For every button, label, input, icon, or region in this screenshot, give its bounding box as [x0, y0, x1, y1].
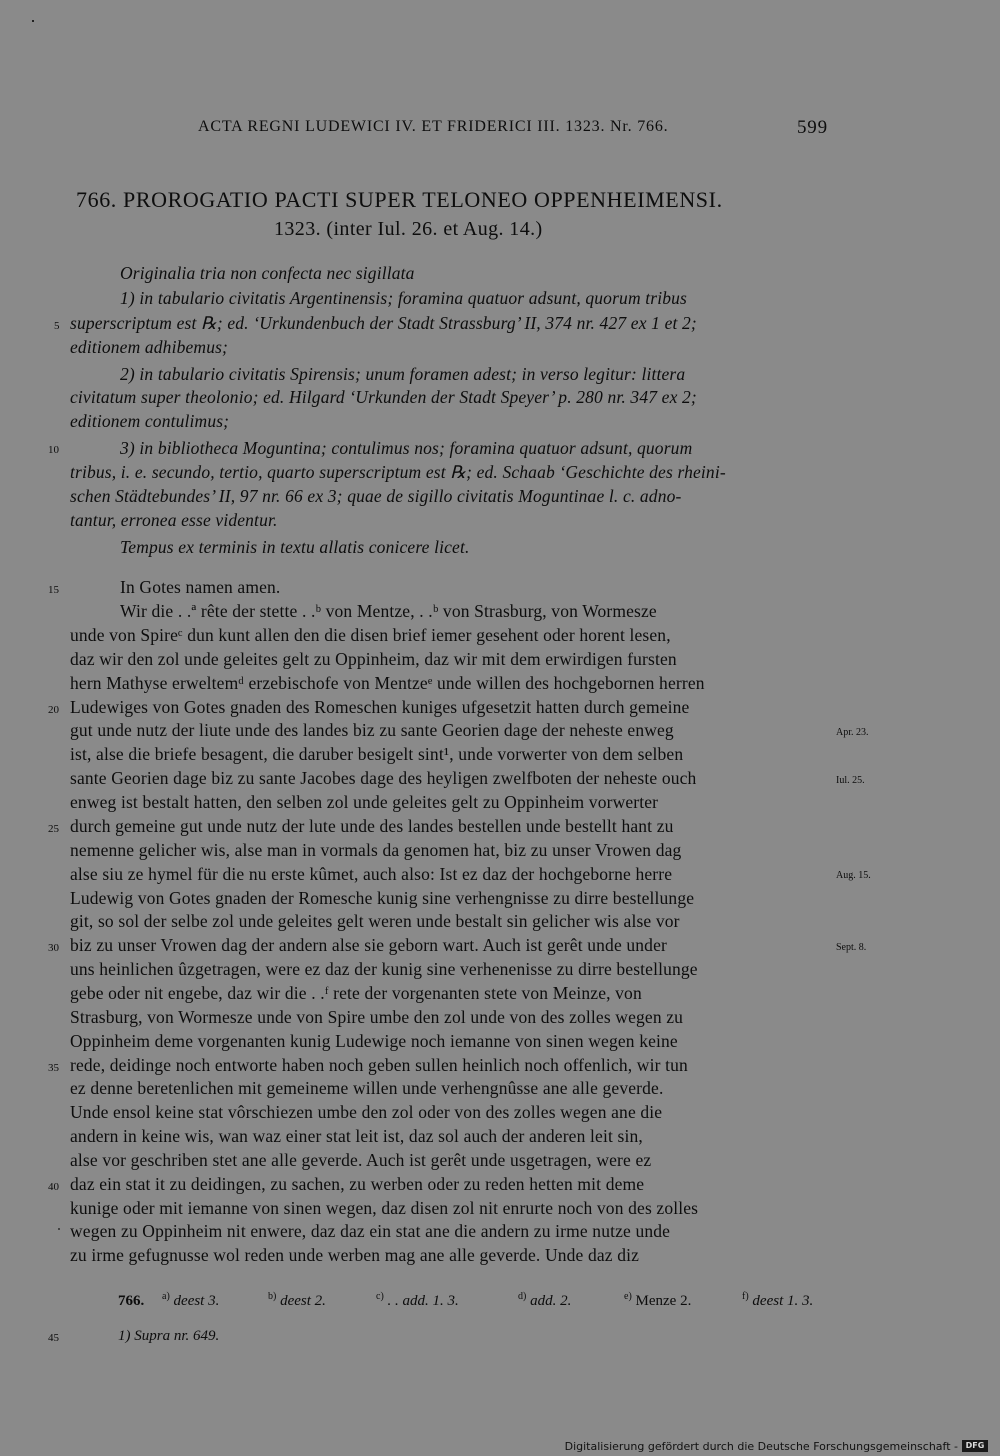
text-line: git, so sol der selbe zol unde geleites gelt weren unde bestalt sin gelicher wis alse vor	[70, 911, 680, 931]
intro-line: tribus, i. e. secundo, tertio, quarto superscriptum est ℞; ed. Schaab ‘Geschichte des rheini-	[70, 462, 726, 482]
document-title: 766. PROROGATIO PACTI SUPER TELONEO OPPENHEIMENSI.	[76, 187, 723, 212]
footnote-item: $^{a)}$ deest 3.	[162, 1291, 220, 1309]
text-line: andern in keine wis, wan waz einer stat leit ist, daz sol auch der anderen leit sin,	[70, 1126, 643, 1146]
line-number: 10	[48, 444, 59, 456]
text-line: In Gotes namen amen.	[120, 577, 281, 597]
text-line: kunige oder mit iemanne von sinen wegen, daz disen zol nit enrurte noch von des zolles	[70, 1198, 699, 1218]
text-line: Strasburg, von Wormesze unde von Spire umbe den zol unde von des zolles wegen zu	[70, 1007, 684, 1027]
text-line: Ludewig von Gotes gnaden der Romesche kunig sine verhengnisse zu dirre bestellunge	[70, 888, 695, 908]
line-number: 5	[54, 320, 60, 332]
page-number: 599	[797, 117, 828, 138]
text-line: sante Georien dage biz zu sante Jacobes dage des heyligen zwelfboten der neheste ouch	[70, 768, 697, 788]
text-line: alse siu ze hymel für die nu erste kûmet, auch also: Ist ez daz der hochgeborne herre	[70, 864, 673, 884]
text-line: daz wir den zol unde geleites gelt zu Oppinheim, daz wir mit dem erwirdigen fursten	[70, 649, 677, 669]
text-line: daz ein stat it zu deidingen, zu sachen, zu werben oder zu reden hetten mit deme	[70, 1174, 645, 1194]
text-line: gut unde nutz der liute unde des landes biz zu sante Georien dage der neheste enweg	[70, 720, 674, 740]
intro-line: Tempus ex terminis in textu allatis conicere licet.	[120, 537, 470, 557]
margin-date-note: Aug. 15.	[836, 870, 871, 881]
scan-speck	[32, 20, 34, 22]
margin-date-note: Iul. 25.	[836, 775, 865, 786]
intro-line: 3) in bibliotheca Moguntina; contulimus nos; foramina quatuor adsunt, quorum	[120, 438, 693, 458]
text-line: alse vor geschriben stet ane alle geverde. Auch ist gerêt unde usgetragen, were ez	[70, 1150, 652, 1170]
text-line: Oppinheim deme vorgenanten kunig Ludewige noch iemanne von sinen wegen keine	[70, 1031, 678, 1051]
text-line: hern Mathyse erweltemᵈ erzebischofe von Mentzeᵉ unde willen des hochgebornen herren	[70, 673, 705, 693]
intro-line: superscriptum est ℞; ed. ‘Urkundenbuch der Stadt Strassburg’ II, 374 nr. 427 ex 1 et 2;	[70, 313, 697, 333]
intro-line: editionem adhibemus;	[70, 337, 229, 357]
footnote-numbered: 1) Supra nr. 649.	[118, 1328, 220, 1344]
intro-line: 2) in tabulario civitatis Spirensis; unum foramen adest; in verso legitur: littera	[120, 364, 686, 384]
line-number: 25	[48, 823, 59, 835]
document-date: 1323. (inter Iul. 26. et Aug. 14.)	[274, 218, 543, 240]
intro-line: editionem contulimus;	[70, 411, 230, 431]
digitization-credit: Digitalisierung gefördert durch die Deutsche Forschungsgemeinschaft -	[564, 1440, 958, 1453]
line-number: 15	[48, 584, 59, 596]
text-line: uns heinlichen ûzgetragen, were ez daz der kunig sine verhenenisse zu dirre bestellunge	[70, 959, 698, 979]
intro-line: civitatum super theolonio; ed. Hilgard ‘Urkunden der Stadt Speyer’ p. 280 nr. 347 ex 2;	[70, 387, 697, 407]
text-line: Unde ensol keine stat vôrschiezen umbe den zol oder von des zolles wegen ane die	[70, 1102, 663, 1122]
intro-line: schen Städtebundes’ II, 97 nr. 66 ex 3; quae de sigillo civitatis Moguntinae l. c. adno-	[70, 486, 682, 506]
running-header: ACTA REGNI LUDEWICI IV. ET FRIDERICI III. 1323. Nr. 766.	[198, 118, 669, 135]
line-number: 40	[48, 1181, 59, 1193]
credit-bar	[0, 1436, 1000, 1456]
text-line: Wir die . .ª rête der stette . .ᵇ von Mentze, . .ᵇ von Strasburg, von Wormesze	[120, 601, 657, 621]
text-line: zu irme gefugnusse wol reden unde werben mag ane alle geverde. Unde daz diz	[70, 1245, 640, 1265]
text-line: Ludewiges von Gotes gnaden des Romeschen kuniges ufgesetzit hatten durch gemeine	[70, 697, 690, 717]
footnote-item: $^{e)}$ Menze 2.	[624, 1291, 692, 1309]
text-line: biz zu unser Vrowen dag der andern alse sie geborn wart. Auch ist gerêt unde under	[70, 935, 667, 955]
text-line: enweg ist bestalt hatten, den selben zol unde geleites gelt zu Oppinheim vorwerter	[70, 792, 659, 812]
text-line: ist, alse die briefe besagent, die daruber besigelt sint¹, unde vorwerter von dem selben	[70, 744, 684, 764]
intro-line: 1) in tabulario civitatis Argentinensis; foramina quatuor adsunt, quorum tribus	[120, 288, 688, 308]
text-line: wegen zu Oppinheim nit enwere, daz daz ein stat ane die andern zu irme nutze unde	[70, 1221, 671, 1241]
footnote-ref: 766.	[118, 1293, 145, 1309]
footnote-item: $^{f)}$ deest 1. 3.	[742, 1291, 814, 1309]
line-number: 45	[48, 1332, 59, 1344]
margin-date-note: Apr. 23.	[836, 727, 869, 738]
text-line: rede, deidinge noch entworte haben noch geben sullen heinlich noch offenlich, wir tun	[70, 1055, 688, 1075]
footnote-item: $^{b)}$ deest 2.	[268, 1291, 326, 1309]
margin-date-note: Sept. 8.	[836, 942, 867, 953]
footnote-item: $^{d)}$ add. 2.	[518, 1291, 572, 1309]
intro-line: Originalia tria non confecta nec sigillata	[120, 263, 415, 283]
line-number: 30	[48, 942, 59, 954]
intro-line: tantur, erronea esse videntur.	[70, 510, 278, 530]
text-line: durch gemeine gut unde nutz der lute unde des landes bestellen unde bestellt hant zu	[70, 816, 674, 836]
text-line: gebe oder nit engebe, daz wir die . .ᶠ rete der vorgenanten stete von Meinze, von	[70, 983, 642, 1003]
text-line: unde von Spireᶜ dun kunt allen den die disen brief iemer gesehent oder horent lesen,	[70, 625, 671, 645]
footnote-item: $^{c)}$ . . add. 1. 3.	[376, 1291, 459, 1309]
scan-speck	[58, 1228, 60, 1230]
text-line: nemenne gelicher wis, alse man in vormals da genomen hat, biz zu unser Vrowen dag	[70, 840, 682, 860]
text-line: ez denne beretenlichen mit gemeineme willen unde verhengnûsse ane alle geverde.	[70, 1078, 664, 1098]
line-number: 35	[48, 1062, 59, 1074]
dfg-logo: DFG	[962, 1440, 988, 1452]
line-number: 20	[48, 704, 59, 716]
